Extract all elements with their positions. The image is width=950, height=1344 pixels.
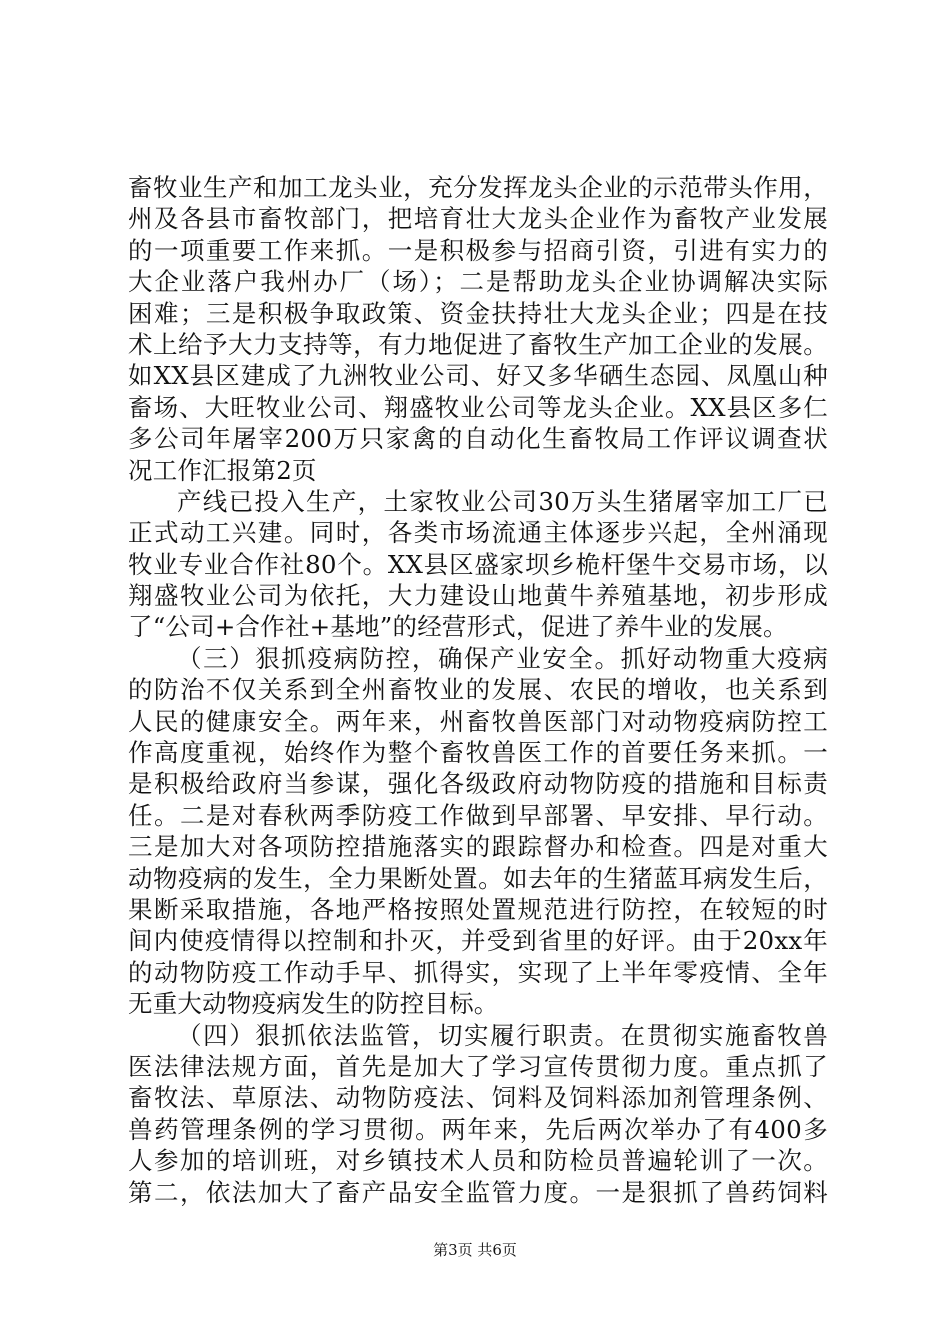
text-line: 的一项重要工作来抓。一是积极参与招商引资，引进有实力的 (128, 235, 828, 265)
page-footer: 第3页 共6页 (433, 1241, 517, 1259)
text-line: 间内使疫情得以控制和扑灭，并受到省里的好评。由于20xx年 (128, 926, 828, 956)
text-line: 州及各县市畜牧部门，把培育壮大龙头企业作为畜牧产业发展 (128, 204, 828, 234)
text-line: 术上给予大力支持等，有力地促进了畜牧生产加工企业的发展。 (128, 329, 828, 359)
text-line: 果断采取措施，各地严格按照处置规范进行防控，在较短的时 (128, 894, 828, 924)
text-line: 况工作汇报第2页 (128, 455, 317, 485)
text-line: （三）狠抓疫病防控，确保产业安全。抓好动物重大疫病 (177, 643, 828, 673)
text-line: （四）狠抓依法监管，切实履行职责。在贯彻实施畜牧兽 (177, 1020, 828, 1050)
text-line: 任。二是对春秋两季防疫工作做到早部署、早安排、早行动。 (128, 800, 828, 830)
text-line: 三是加大对各项防控措施落实的跟踪督办和检查。四是对重大 (128, 832, 828, 862)
text-line: 的动物防疫工作动手早、抓得实，实现了上半年零疫情、全年 (128, 957, 828, 987)
text-line: 牧业专业合作社80个。XX县区盛家坝乡桅杆堡牛交易市场，以 (128, 549, 828, 579)
text-line: 翔盛牧业公司为依托，大力建设山地黄牛养殖基地，初步形成 (128, 581, 828, 611)
text-line: 医法律法规方面，首先是加大了学习宣传贯彻力度。重点抓了 (128, 1051, 828, 1081)
text-line: 的防治不仅关系到全州畜牧业的发展、农民的增收，也关系到 (128, 675, 828, 705)
document-body (128, 172, 828, 1208)
text-line: 困难；三是积极争取政策、资金扶持壮大龙头企业；四是在技 (128, 298, 828, 328)
text-line: 第二，依法加大了畜产品安全监管力度。一是狠抓了兽药饲料 (128, 1177, 828, 1207)
text-line: 人参加的培训班，对乡镇技术人员和防检员普遍轮训了一次。 (128, 1146, 828, 1176)
text-line: 是积极给政府当参谋，强化各级政府动物防疫的措施和目标责 (128, 769, 828, 799)
text-line: 如XX县区建成了九洲牧业公司、好又多华硒生态园、凤凰山种 (128, 361, 828, 391)
text-line: 产线已投入生产，土家牧业公司30万头生猪屠宰加工厂已 (177, 486, 828, 516)
text-line: 动物疫病的发生，全力果断处置。如去年的生猪蓝耳病发生后， (128, 863, 828, 893)
text-line: 无重大动物疫病发生的防控目标。 (128, 989, 499, 1019)
text-line: 大企业落户我州办厂（场）；二是帮助龙头企业协调解决实际 (128, 267, 828, 297)
text-line: 畜牧业生产和加工龙头业，充分发挥龙头企业的示范带头作用， (128, 173, 828, 202)
text-line: 正式动工兴建。同时，各类市场流通主体逐步兴起，全州涌现 (128, 518, 828, 548)
text-line: 兽药管理条例的学习贯彻。两年来，先后两次举办了有400多 (128, 1114, 828, 1144)
text-line: 畜牧法、草原法、动物防疫法、饲料及饲料添加剂管理条例、 (128, 1083, 828, 1113)
text-line: 作高度重视，始终作为整个畜牧兽医工作的首要任务来抓。一 (128, 738, 828, 768)
text-line: 畜场、大旺牧业公司、翔盛牧业公司等龙头企业。XX县区多仁 (128, 392, 828, 422)
text-line: 了“公司+合作社+基地”的经营形式，促进了养牛业的发展。 (128, 612, 788, 642)
text-line: 人民的健康安全。两年来，州畜牧兽医部门对动物疫病防控工 (128, 706, 828, 736)
text-line: 多公司年屠宰200万只家禽的自动化生畜牧局工作评议调查状 (128, 424, 828, 454)
